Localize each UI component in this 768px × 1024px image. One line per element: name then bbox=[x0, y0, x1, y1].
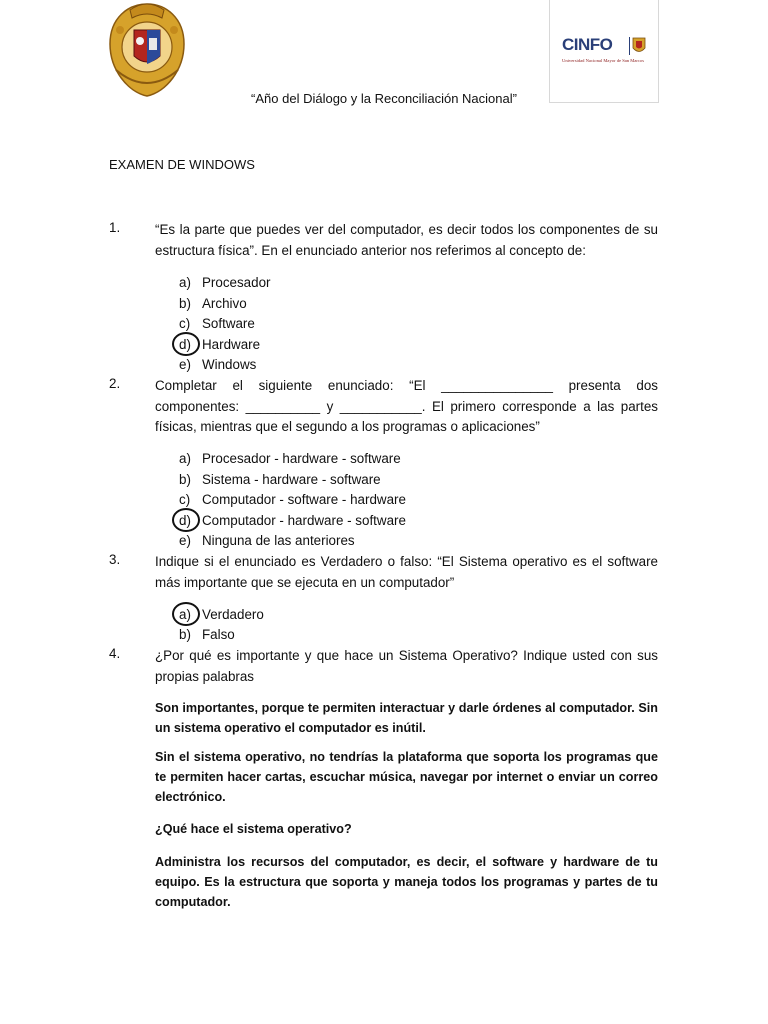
option-text: Computador - hardware - software bbox=[202, 513, 406, 528]
option-letter: c) bbox=[179, 492, 191, 507]
option-letter-circled: d) bbox=[179, 335, 202, 355]
question-text: Completar el siguiente enunciado: “El _______________ presenta dos componentes: __________ y ___________. El primero corresponde a las partes físicas, mientras que el segundo a los programas o aplicaciones” bbox=[155, 378, 658, 434]
question-number: 1. bbox=[109, 220, 121, 235]
option-letter: b) bbox=[179, 472, 191, 487]
option-text: Computador - software - hardware bbox=[202, 492, 406, 507]
option-text: Falso bbox=[202, 627, 235, 642]
cinfo-logo-word: CINFO bbox=[562, 35, 613, 54]
answer-option-selected bbox=[179, 335, 260, 355]
option-text: Archivo bbox=[202, 296, 247, 311]
answer-option bbox=[179, 490, 406, 510]
answer-subheading: ¿Qué hace el sistema operativo? bbox=[155, 822, 352, 836]
cinfo-emblem-icon bbox=[629, 36, 647, 56]
answer-option-selected bbox=[179, 605, 264, 625]
answer-option bbox=[179, 314, 255, 334]
answer-option-selected bbox=[179, 511, 406, 531]
option-letter: e) bbox=[179, 357, 191, 372]
exam-title: EXAMEN DE WINDOWS bbox=[109, 157, 255, 172]
option-text: Ninguna de las anteriores bbox=[202, 533, 355, 548]
question-number: 2. bbox=[109, 376, 121, 391]
option-text: Procesador bbox=[202, 275, 271, 290]
answer-paragraph: Son importantes, porque te permiten interactuar y darle órdenes al computador. Sin un sistema operativo el computador es inútil. bbox=[155, 701, 658, 735]
option-letter-circled: a) bbox=[179, 605, 202, 625]
answer-paragraph: Administra los recursos del computador, es decir, el software y hardware de tu equipo. Es la estructura que soporta y maneja todos los programas y partes de tu computador. bbox=[155, 855, 658, 909]
question-text: ¿Por qué es importante y que hace un Sistema Operativo? Indique usted con sus propias palabras bbox=[155, 648, 658, 684]
option-letter: a) bbox=[179, 451, 191, 466]
option-letter: c) bbox=[179, 316, 191, 331]
option-letter: b) bbox=[179, 627, 191, 642]
cinfo-logo-subtitle: Universidad Nacional Mayor de San Marcos bbox=[562, 58, 645, 63]
option-letter: a) bbox=[179, 275, 191, 290]
question-text: Indique si el enunciado es Verdadero o falso: “El Sistema operativo es el software más importante que se ejecuta en un computador” bbox=[155, 554, 658, 590]
option-text: Software bbox=[202, 316, 255, 331]
option-text: Procesador - hardware - software bbox=[202, 451, 401, 466]
answer-option bbox=[179, 449, 401, 469]
question-number: 4. bbox=[109, 646, 121, 661]
cinfo-logo bbox=[562, 36, 650, 70]
question-text: “Es la parte que puedes ver del computador, es decir todos los componentes de su estructura física”. En el enunciado anterior nos referimos al concepto de: bbox=[155, 222, 658, 258]
answer-option bbox=[179, 625, 235, 645]
option-letter: e) bbox=[179, 533, 191, 548]
option-text: Sistema - hardware - software bbox=[202, 472, 381, 487]
option-letter: b) bbox=[179, 296, 191, 311]
page-motto: “Año del Diálogo y la Reconciliación Nacional” bbox=[251, 91, 517, 106]
option-letter-circled: d) bbox=[179, 511, 202, 531]
answer-option bbox=[179, 273, 270, 293]
answer-option bbox=[179, 355, 256, 375]
option-text: Windows bbox=[202, 357, 257, 372]
answer-option bbox=[179, 531, 355, 551]
answer-paragraph: Sin el sistema operativo, no tendrías la plataforma que soporta los programas que te permiten hacer cartas, escuchar música, navegar por internet o enviar un correo electrónico. bbox=[155, 750, 658, 804]
option-text: Hardware bbox=[202, 337, 261, 352]
option-text: Verdadero bbox=[202, 607, 264, 622]
cinfo-logo-box bbox=[549, 0, 659, 103]
university-seal-icon bbox=[106, 0, 188, 100]
answer-option bbox=[179, 294, 247, 314]
question-number: 3. bbox=[109, 552, 121, 567]
answer-option bbox=[179, 470, 381, 490]
